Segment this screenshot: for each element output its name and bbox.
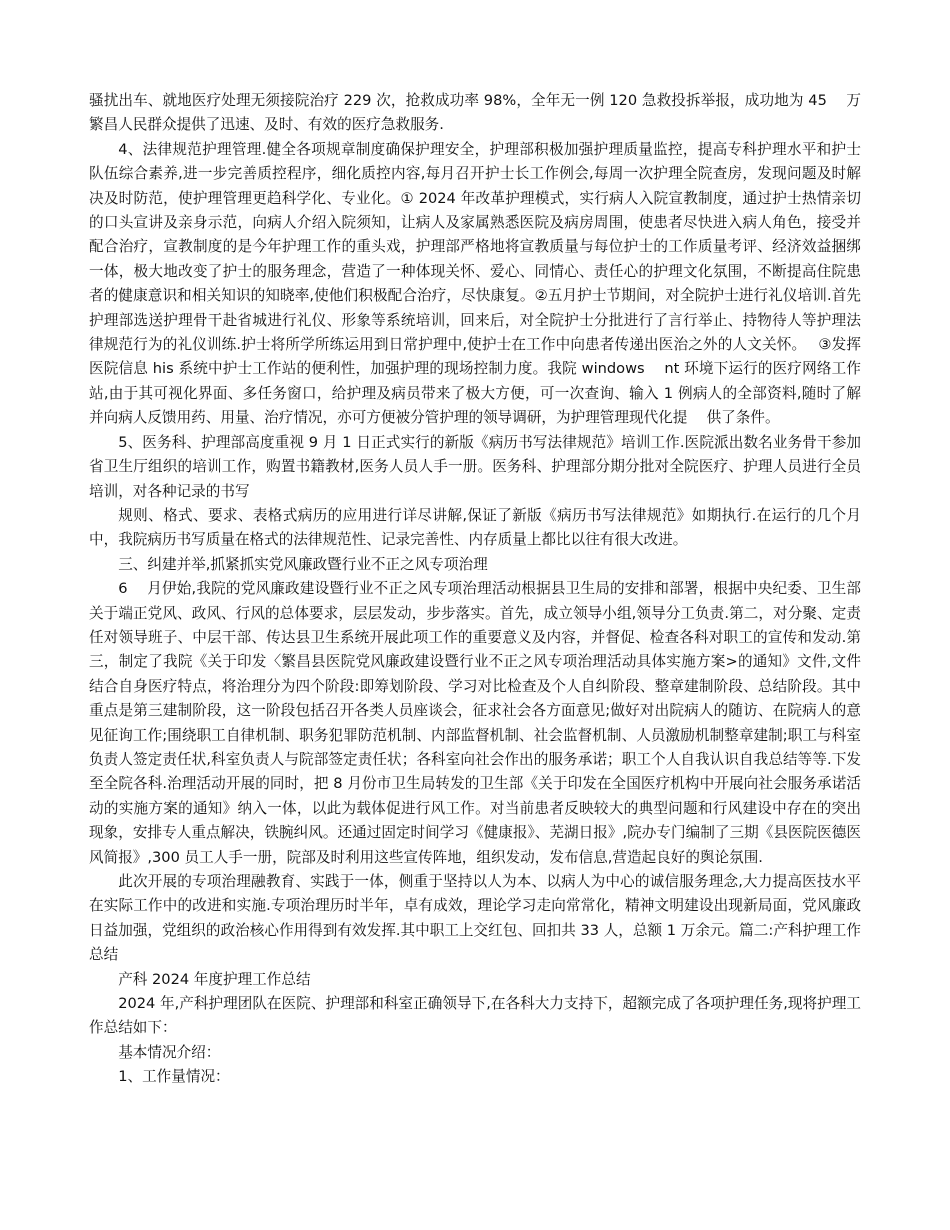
paragraph-medical-record-training: 5、医务科、护理部高度重视 9 月 1 日正式实行的新版《病历书写法律规范》培训工作.医院派出数名业务骨干参加省卫生厅组织的培训工作，购置书籍教材,医务人员人手一册。医务科、护理部分期分批对全院医疗、护理人员进行全员培训，对各种记录的书写 — [89, 433, 861, 500]
paragraph-record-rules: 规则、格式、要求、表格式病历的应用进行详尽讲解,保证了新版《病历书写法律规范》如期执行.在运行的几个月中，我院病历书写质量在格式的法律规范性、记录完善性、内存质量上都比以往有很大改进。 — [89, 506, 861, 549]
paragraph-nursing-management: 4、法律规范护理管理.健全各项规章制度确保护理安全，护理部积极加强护理质量监控，提高专科护理水平和护士队伍综合素养,进一步完善质控程序，细化质控内容,每月召开护士长工作例会,每周一次护理全院查房，发现问题及时解决及时防范，使护理管理更趋科学化、专业化。① 2024 年改革护理模式，实行病人入院宣教制度，通过护士热情亲切的口头宣讲及亲身示范，向病人介绍入院须知，让病人及家属熟悉医院及病房周围，使患者尽快进入病人角色，接受并配合治疗，宣教制度的是今年护理工作的重头戏，护理部严格地将宣教质量与每位护士的工作质量考评、经济效益捆绑一体，极大地改变了护士的服务理念，营造了一种体现关怀、爱心、同情心、责任心的护理文化氛围，不断提高住院患者的健康意识和相关知识的知晓率,使他们积极配合治疗，尽快康复。②五月护士节期间，对全院护士进行礼仪培训.首先护理部选送护理骨干赴省城进行礼仪、形象等系统培训，回来后，对全院护士分批进行了言行举止、持物待人等护理法律规范行为的礼仪训练.护士将所学所练运用到日常护理中,使护士在工作中向患者传递出医治之外的人文关怀。 ③发挥医院信息 his 系统中护士工作站的便利性，加强护理的现场控制力度。我院 windows nt 环境下运行的医疗网络工作站,由于其可视化界面、多任务窗口，给护理及病员带来了极大方便，可一次查询、输入 1 例病人的全部资料,随时了解并向病人反馈用药、用量、治疗情况，亦可方便被分管护理的领导调研，为护理管理现代化提 供了条件。 — [89, 140, 861, 427]
paragraph-campaign-results: 此次开展的专项治理融教育、实践于一体，侧重于坚持以人为本、以病人为中心的诚信服务理念,大力提高医技水平在实际工作中的改进和实施.专项治理历时半年，卓有成效，理论学习走向常常化，精神文明建设出现新局面，党风廉政日益加强，党组织的政治核心作用得到有效发挥.其中职工上交红包、回扣共 33 人，总额 1 万余元。篇二:产科护理工作总结 — [89, 873, 861, 964]
paragraph-obstetrics-intro: 2024 年,产科护理团队在医院、护理部和科室正确领导下,在各科大力支持下，超额完成了各项护理任务,现将护理工作总结如下： — [89, 995, 861, 1037]
paragraph-integrity-campaign: 6 月伊始,我院的党风廉政建设暨行业不正之风专项治理活动根据县卫生局的安排和部署，根据中央纪委、卫生部关于端正党风、政风、行风的总体要求，层层发动，步步落实。首先，成立领导小组,领导分工负责.第二，对分聚、定责任对领导班子、中层干部、传达县卫生系统开展此项工作的重要意义及内容，并督促、检查各科对职工的宣传和发动.第三，制定了我院《关于印发〈繁昌县医院党风廉政建设暨行业不正之风专项治理活动具体实施方案>的通知》文件,文件结合自身医疗特点，将治理分为四个阶段:即筹划阶段、学习对比检查及个人自纠阶段、整章建制阶段、总结阶段。其中重点是第三建制阶段，这一阶段包括召开各类人员座谈会，征求社会各方面意见;做好对出院病人的随访、在院病人的意见征询工作;围绕职工自律机制、职务犯罪防范机制、内部监督机制、社会监督机制、人员激励机制整章建制;职工与科室负责人签定责任状,科室负责人与院部签定责任状；各科室向社会作出的服务承诺；职工个人自我认识自我总结等等.下发至全院各科.治理活动开展的同时，把 8 月份市卫生局转发的卫生部《关于印发在全国医疗机构中开展向社会服务承诺活动的实施方案的通知》纳入一体，以此为载体促进行风工作。对当前患者反映较大的典型问题和行风建设中存在的突出现象，安排专人重点解决，铁腕纠风。还通过固定时间学习《健康报》、芜湖日报》,院办专门编制了三期《县医院医德医风简报》,300 员工人手一册，院部及时利用这些宣传阵地，组织发动，发布信息,营造起良好的舆论氛围. — [89, 580, 861, 866]
heading-obstetrics-summary: 产科 2024 年度护理工作总结 — [118, 970, 311, 988]
paragraph-emergency-summary: 骚扰出车、就地医疗处理无须接院治疗 229 次，抢救成功率 98%，全年无一例 120 急救投拆举报，成功地为 45 万繁昌人民群众提供了迅速、及时、有效的医疗急救服务. — [89, 92, 861, 134]
heading-workload: 1、工作量情况： — [118, 1068, 230, 1086]
document-body — [89, 89, 861, 1090]
section-heading-integrity: 三、纠建并举,抓紧抓实党风廉政暨行业不正之风专项治理 — [118, 555, 488, 573]
heading-basic-info: 基本情况介绍： — [118, 1043, 221, 1061]
